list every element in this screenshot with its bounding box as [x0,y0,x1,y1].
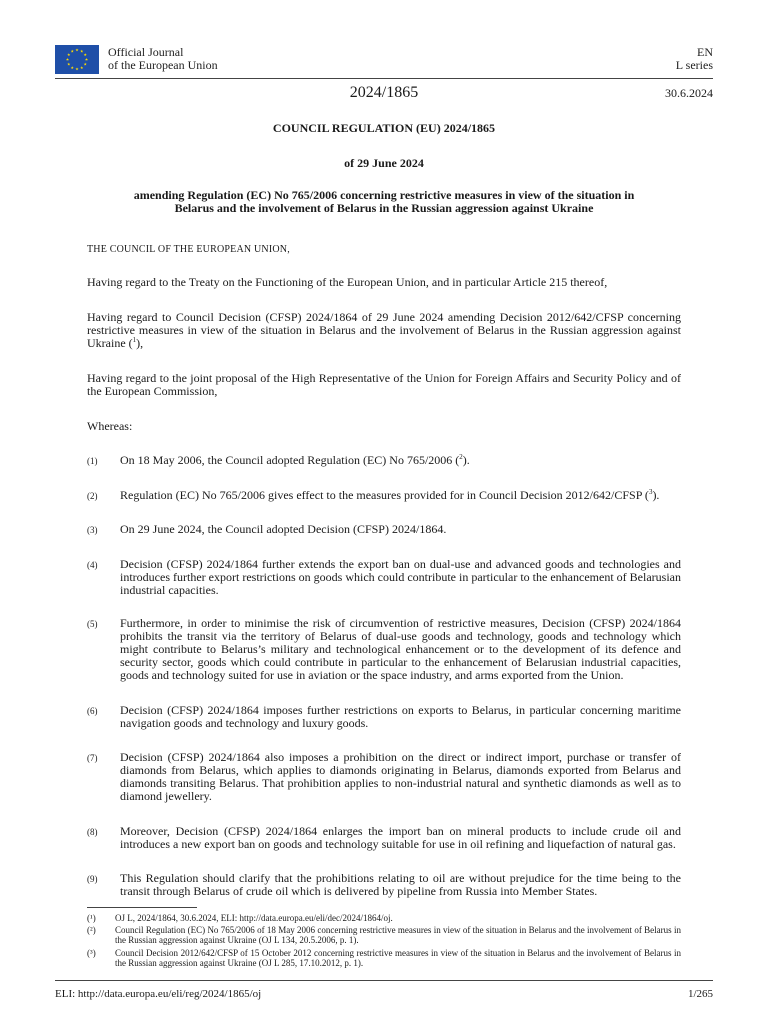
recital-text: Furthermore, in order to minimise the risk of circumvention of restrictive measures, Decision (CFSP) 2024/1864 prohibits the transit via the territory of Belarus of dual-use goods and technology, goods and technology which might contribute to Belarus’s military and technological enhancement or to the development of its defence and security sector, goods which could contribute in particular to the enhancement of Belarusian industrial capacities, goods and technology suited for use in aviation or the space industry, and arms exported from the Union. [120,616,681,682]
footnote-ref[interactable]: 1 [132,336,137,344]
recital-number: (9) [87,874,98,884]
whereas-label: Whereas: [87,419,133,433]
footnote-divider [87,907,197,908]
regulation-date: of 29 June 2024 [344,156,424,170]
recital-text [120,454,681,467]
council-heading: THE COUNCIL OF THE EUROPEAN UNION, [87,244,290,255]
recital [87,872,681,898]
regulation-subject: amending Regulation (EC) No 765/2006 concerning restrictive measures in view of the situation in Belarus and the involvement of Belarus in the Russian aggression against Ukraine [133,188,635,215]
footnote-ref[interactable]: 2 [459,453,463,461]
header-divider [55,78,713,79]
recital-text: Decision (CFSP) 2024/1864 further extends the export ban on dual-use and advanced goods and technologies and introduces further export restrictions on goods which could contribute in particular to the enhancement of Belarusian industrial capacities. [120,557,681,597]
footnote-ref[interactable]: 3 [648,488,653,496]
recital [87,751,681,803]
eu-flag-icon [55,45,99,74]
recital-number: (6) [87,706,98,716]
recital-number: (5) [87,619,98,629]
footnote-number: (³) [87,948,96,958]
preamble-citation-3: Having regard to the joint proposal of the High Representative of the Union for Foreign Affairs and Security Policy and of the European Commission, [87,371,681,398]
recital-number: (1) [87,456,98,466]
document-number: 2024/1865 [349,84,419,101]
footnote [87,913,681,923]
journal-title-line1: Official Journal [108,45,184,59]
recital [87,489,681,502]
journal-title [108,46,218,72]
recital-number: (3) [87,525,98,535]
recital-number: (7) [87,753,98,763]
recital-end: ). [462,453,470,467]
footnote [87,948,681,968]
series-label: L series [675,58,713,72]
preamble-citation-1: Having regard to the Treaty on the Functioning of the European Union, and in particular Article 215 thereof, [87,275,608,289]
recital-text: Moreover, Decision (CFSP) 2024/1864 enlarges the import ban on mineral products to include crude oil and introduces a new export ban on goods and technology suitable for use in oil refining and liquefaction of natural gas. [120,824,681,851]
recital-end: ). [652,488,660,502]
page-counter: 1/265 [687,988,713,1000]
regulation-title: COUNCIL REGULATION (EU) 2024/1865 [272,121,496,135]
footnote-number: (¹) [87,913,96,923]
header-meta [676,46,713,72]
recital [87,523,681,536]
footnote-text: Council Decision 2012/642/CFSP of 15 October 2012 concerning restrictive measures in view of the situation in Belarus and the involvement of Belarus in the Russian aggression against Ukraine (OJ L 285, 17.10.2012, p. 1). [115,948,681,968]
recital [87,454,681,467]
recital-text: On 29 June 2024, the Council adopted Decision (CFSP) 2024/1864. [120,522,447,536]
footnote-number: (²) [87,925,96,935]
footer-divider [55,980,713,981]
footnote [87,925,681,945]
recital-text: This Regulation should clarify that the prohibitions relating to oil are without prejudice for the time being to the transit through Belarus of crude oil which is delivered by pipeline from Russia into Member States. [120,871,681,898]
recital-number: (2) [87,491,98,501]
recital [87,825,681,851]
language-code: EN [697,45,713,59]
recital-text [120,489,681,502]
recital [87,704,681,730]
journal-title-line2: of the European Union [108,58,218,72]
publication-date: 30.6.2024 [665,86,713,100]
recital-text: Decision (CFSP) 2024/1864 imposes further restrictions on exports to Belarus, in particular concerning maritime navigation goods and technology and luxury goods. [120,703,681,730]
footnote-text[interactable]: OJ L, 2024/1864, 30.6.2024, ELI: http://data.europa.eu/eli/dec/2024/1864/oj. [115,913,393,923]
recital-text: Decision (CFSP) 2024/1864 also imposes a prohibition on the direct or indirect import, purchase or transfer of diamonds from Belarus, which applies to diamonds originating in Belarus, diamonds exported from Belarus and diamonds transiting Belarus. That prohibition applies to non-industrial natural and synthetic diamonds as well as to diamond jewellery. [120,750,681,803]
citation-2-text: Having regard to Council Decision (CFSP) 2024/1864 of 29 June 2024 amending Decision 2012/642/CFSP concerning restrictive measures in view of the situation in Belarus and the involvement of Belarus in the Russian aggression against Ukraine ( [87,310,681,350]
eli-link[interactable]: ELI: http://data.europa.eu/eli/reg/2024/1865/oj [55,988,262,1000]
recital-body: On 18 May 2006, the Council adopted Regulation (EC) No 765/2006 ( [120,453,460,467]
recital [87,558,681,597]
recital-number: (8) [87,827,98,837]
recital-body: Regulation (EC) No 765/2006 gives effect to the measures provided for in Council Decision 2012/642/CFSP ( [120,488,649,502]
recital-number: (4) [87,560,98,570]
citation-2-end: ), [136,336,144,350]
recital [87,617,681,682]
footnote-text: Council Regulation (EC) No 765/2006 of 18 May 2006 concerning restrictive measures in view of the situation in Belarus and the involvement of Belarus in the Russian aggression against Ukraine (OJ L 134, 20.5.2006, p. 1). [115,925,681,945]
preamble-citation-2 [87,311,681,350]
